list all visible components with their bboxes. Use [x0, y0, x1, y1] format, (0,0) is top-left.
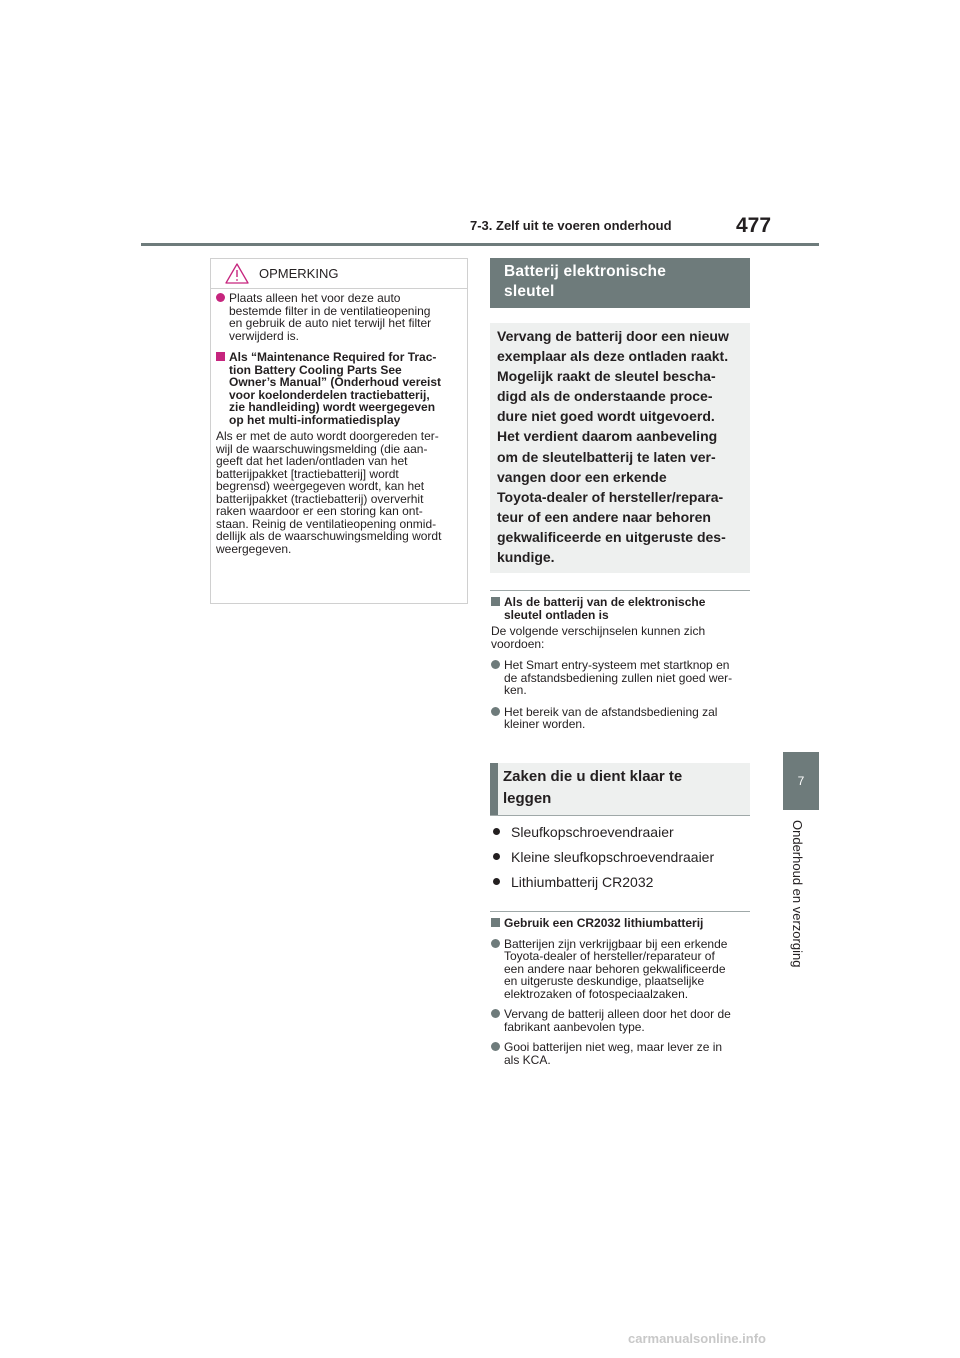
section-title: 7-3. Zelf uit te voeren onderhoud [470, 218, 672, 233]
bullet-dot-icon [491, 1042, 500, 1051]
prepare-section-heading [490, 763, 750, 815]
cr2032-heading: Gebruik een CR2032 lithiumbatterij [491, 917, 751, 930]
notice-subheading: Als “Maintenance Required for Trac- tion Battery Cooling Parts See Owner’s Manual” (Onderhoud vereist voor koelonderdelen tractiebatterij, zie handleiding) wordt weergegeven op het multi-informatiedisplay [216, 351, 462, 426]
warning-icon [225, 263, 249, 284]
bullet-dot-icon [491, 1009, 500, 1018]
heading-accent-bar [490, 763, 498, 815]
bullet-icon [493, 853, 500, 860]
bullet-square-icon [491, 597, 500, 606]
bullet-dot-icon [491, 939, 500, 948]
list-item: Lithiumbatterij CR2032 [491, 874, 751, 890]
discharged-block [491, 596, 751, 731]
divider [490, 590, 750, 591]
notice-title: OPMERKING [259, 266, 339, 281]
battery-intro-panel: Vervang de batterij door een nieuw exemplaar als deze ontladen raakt. Mogelijk raakt de sleutel bescha- digd als de onderstaande proce- dure niet goed wordt uitgevoerd. Het verdient daarom aanbeveling om de sleutelbatterij te laten ver- vangen door een erkende Toyota-dealer of hersteller/repara- teur of een andere naar behoren gekwalificeerde en uitgeruste des- kundige. [490, 323, 750, 573]
list-item: Het bereik van de afstandsbediening zal kleiner worden. [491, 706, 751, 731]
divider [490, 911, 750, 912]
prepare-heading-text: Zaken die u dient klaar te leggen [503, 768, 683, 807]
bullet-square-icon [491, 918, 500, 927]
notice-box [210, 258, 468, 604]
list-item: Batterijen zijn verkrijgbaar bij een erkende Toyota-dealer of hersteller/reparateur of een andere naar behoren gekwalificeerde en uitgeruste deskundige, plaatselijke elektrozaken of fotospeciaalzaken. [491, 938, 751, 1001]
chapter-number-tab: 7 [783, 752, 819, 810]
header-rule [141, 243, 819, 246]
list-item: Het Smart entry-systeem met startknop en de afstandsbediening zullen niet goed wer- ken. [491, 659, 751, 697]
bullet-icon [493, 828, 500, 835]
chapter-label-text: Onderhoud en verzorging [790, 820, 805, 968]
notice-paragraph: Als er met de auto wordt doorgereden ter- wijl de waarschuwingsmelding (die aan- geeft dat het laden/ontladen van het batterijpakket [tractiebatterij] wordt begrensd) weergegeven wordt, kan het batterijpakket (tractiebatterij) oververhit raken waardoor er een storing kan ont- staan. Reinig de ventilatieopening onmid- dellijk als de waarschuwingsmelding wordt weergegeven. [216, 429, 442, 556]
notice-header [211, 259, 467, 289]
bullet-icon [493, 878, 500, 885]
page-number: 477 [736, 214, 772, 237]
tool-list [491, 824, 751, 890]
cr2032-block [491, 917, 751, 1066]
chapter-label [790, 820, 812, 995]
bullet-dot-icon [491, 660, 500, 669]
bullet-dot-icon [216, 293, 225, 302]
list-item: Kleine sleufkopschroevendraaier [491, 849, 751, 865]
watermark: carmanualsonline.info [628, 1331, 766, 1346]
divider [490, 815, 750, 816]
list-item: Vervang de batterij alleen door het door de fabrikant aanbevolen type. [491, 1008, 751, 1033]
bullet-square-icon [216, 352, 225, 361]
discharged-intro: De volgende verschijnselen kunnen zich voordoen: [491, 624, 706, 651]
list-item: Sleufkopschroevendraaier [491, 824, 751, 840]
discharged-heading: Als de batterij van de elektronische sleutel ontladen is [491, 596, 751, 621]
notice-body [216, 292, 462, 555]
list-item: Gooi batterijen niet weg, maar lever ze in als KCA. [491, 1041, 751, 1066]
notice-bullet: Plaats alleen het voor deze auto bestemde filter in de ventilatieopening en gebruik de auto niet terwijl het filter verwijderd is. [216, 292, 462, 342]
bullet-dot-icon [491, 707, 500, 716]
battery-section-heading: Batterij elektronische sleutel [490, 258, 750, 308]
